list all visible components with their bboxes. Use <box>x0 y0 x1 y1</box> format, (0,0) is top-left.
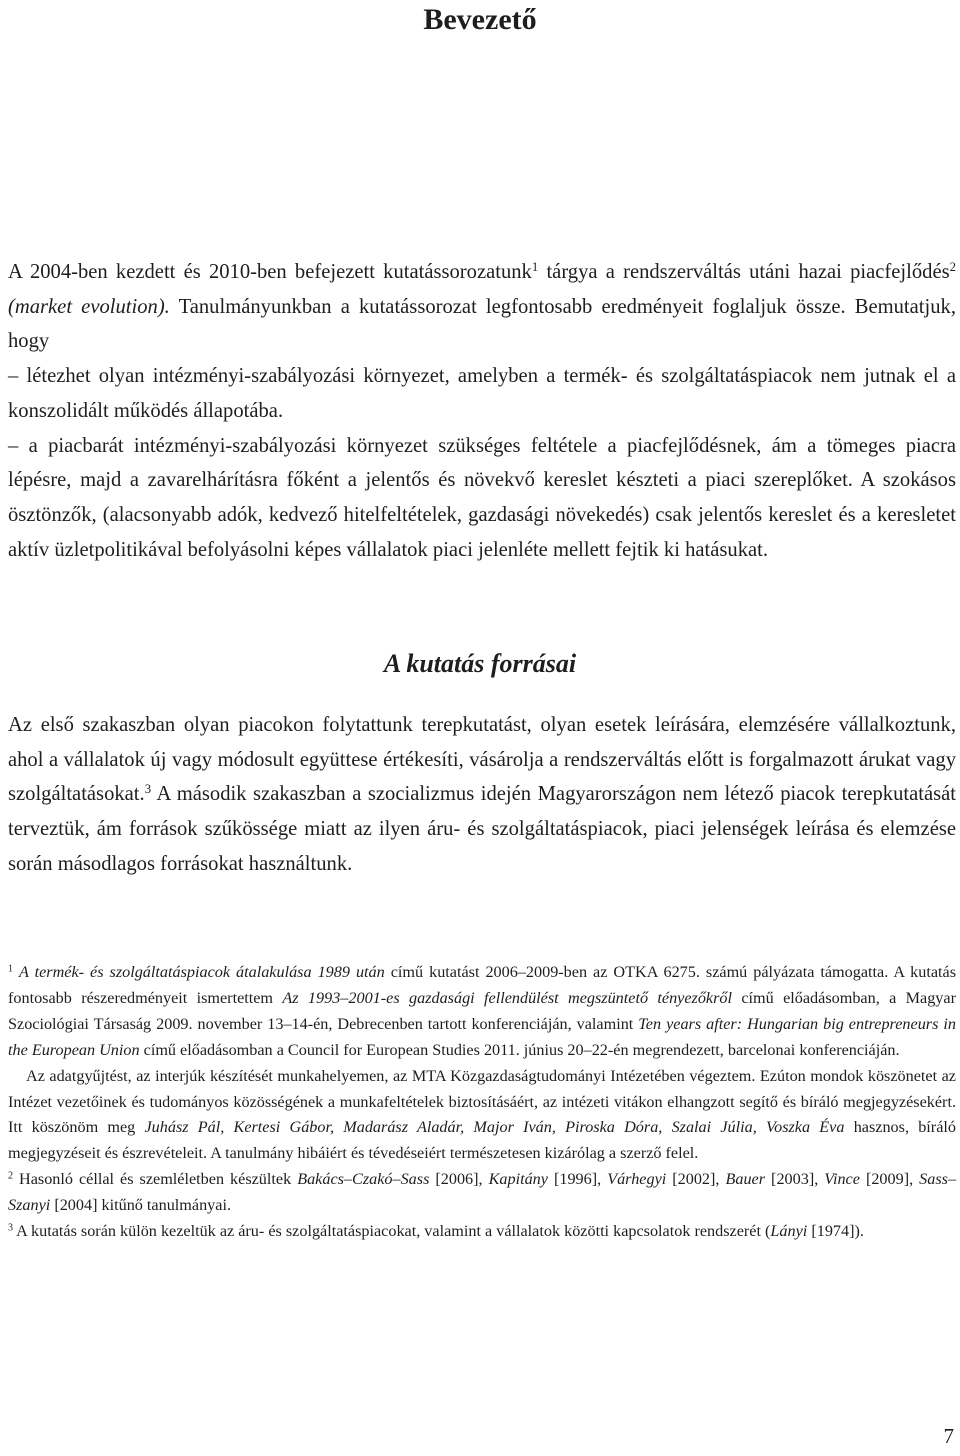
footnote-ref-3: 3 <box>144 782 152 797</box>
sources-paragraph <box>8 708 956 882</box>
acknowledgement-text: hasznos, bíráló megjegyzéseit és észrevételeit. A tanulmány hibáiért és tévedéseiért természetesen kizárólag a szerző felel. <box>8 1118 956 1163</box>
citation-year: [2006], <box>429 1170 489 1189</box>
footnote-2 <box>8 1167 956 1219</box>
intro-bullet-2: – a piacbarát intézményi-szabályozási környezet szükséges feltétele a piacfejlődésnek, ám a tömeges piacra lépésre, majd a zavarelhárításra főként a jelentős és növekvő kereslet készteti a piaci szereplőket. A szokásos ösztönzők, (alacsonyabb adók, kedvező hitelfeltételek, gazdasági növekedés) csak jelentős kereslet és a keresletet aktív üzletpolitikával befolyásolni képes vállalatok piaci jelenléte mellett fejtik ki hatásukat. <box>8 434 956 561</box>
footnote-1-text: című előadásomban a Council for European Studies 2011. június 20–22-én megrendezett, barcelonai konferenciáján. <box>139 1040 900 1059</box>
footnotes <box>8 960 956 1245</box>
citation-author: Bauer <box>725 1170 766 1189</box>
sources-text-1: Az első szakaszban olyan piacokon folytattunk terepkutatást, olyan esetek leírására, elemzésére vállalkoztunk, ahol a vállalatok új vagy módosult együttese értékesíti, vásárolja a rendszerváltás előtt is forgalmazott árukat vagy szolgáltatásokat. <box>8 714 956 806</box>
footnote-3-number: 3 <box>8 1222 14 1234</box>
intro-text-2: tárgya a rendszerváltás utáni hazai piacfejlődés <box>538 261 950 283</box>
footnote-ref-2: 2 <box>949 259 956 274</box>
citation-author: Vince <box>824 1170 860 1189</box>
footnote-1-number: 1 <box>8 963 14 975</box>
intro-term: (market evolution). <box>8 295 170 318</box>
footnote-1-text: című kutatást 2006–2009-ben az OTKA 6275. számú pályázata támogatta. A kutatás fontosabb részeredményeit ismertettem <box>8 963 956 1007</box>
page-number: 7 <box>943 1424 954 1448</box>
footnote-1-acknowledgement <box>8 1064 956 1168</box>
footnote-1 <box>8 960 956 1064</box>
intro-text-1: A 2004-ben kezdett és 2010-ben befejezett kutatássorozatunk <box>8 261 532 283</box>
section-title: A kutatás forrásai <box>383 649 577 678</box>
footnote-1-text: című előadásomban, a Magyar Szociológiai Társaság 2009. november 13–14-én, Debrecenben tartott konferenciáján, valamint <box>8 988 956 1033</box>
footnote-1-talk-title-en: Ten years after: Hungarian big entrepreneurs in the European Union <box>8 1014 956 1059</box>
citation-author: Kapitány <box>488 1170 548 1189</box>
footnote-2-text: [2004] kitűnő tanulmányai. <box>50 1196 231 1215</box>
sources-text-2: A második szakaszban a szocializmus idején Magyarországon nem létező piacok terepkutatását terveztük, ám források szűkössége miatt az ilyen áru- és szolgáltatáspiacok, piaci jelenségek leírása és elemzése során másodlagos forrásokat használtunk. <box>8 783 956 875</box>
footnote-3-text: A kutatás során külön kezeltük az áru- és szolgáltatáspiacokat, valamint a vállalatok közötti kapcsolatok rendszerét ( <box>13 1222 771 1241</box>
intro-text-4: Tanulmányunkban a kutatássorozat legfontosabb eredményeit foglaljuk össze. Bemutatjuk, hogy <box>8 295 956 353</box>
footnote-2-number: 2 <box>8 1170 14 1182</box>
citation-author: Sass–Szanyi <box>8 1170 957 1215</box>
intro-section <box>8 255 956 567</box>
citation-year: [2002], <box>666 1170 726 1189</box>
citation-author: Lányi <box>770 1222 808 1241</box>
intro-paragraph <box>8 255 956 359</box>
page-title: Bevezető <box>423 3 537 36</box>
citation-year: [1996], <box>547 1170 608 1189</box>
footnote-1-title: A termék- és szolgáltatáspiacok átalakulása 1989 után <box>19 963 385 981</box>
footnote-3-text: [1974]). <box>807 1222 864 1241</box>
acknowledgement-text: Az adatgyűjtést, az interjúk készítését munkahelyemen, az MTA Közgazdaságtudományi Intézetében végeztem. Ezúton mondok köszönetet az Intézet vezetőinek és tudományos közösségének a munkafeltételek biztosításáért, az intézeti vitákon elhangzott segítő és bíráló megjegyzésekért. Itt köszönöm meg <box>8 1066 956 1137</box>
citation-author: Várhegyi <box>607 1170 667 1189</box>
footnote-1-talk-title: Az 1993–2001-es gazdasági fellendülést megszüntető tényezőkről <box>282 988 733 1007</box>
citation-year: [2009], <box>859 1170 920 1189</box>
footnote-3 <box>8 1219 956 1245</box>
footnote-ref-1: 1 <box>531 259 539 274</box>
acknowledgement-names: Juhász Pál, Kertesi Gábor, Madarász Aladár, Major Iván, Piroska Dóra, Szalai Júlia, Voszka Éva <box>144 1118 845 1137</box>
citation-year: [2003], <box>765 1170 825 1189</box>
intro-bullet-1: – létezhet olyan intézményi-szabályozási környezet, amelyben a termék- és szolgáltatáspiacok nem jutnak el a konszolidált működés állapotába. <box>8 365 956 422</box>
footnote-2-text: Hasonló céllal és szemléletben készültek <box>13 1170 298 1189</box>
sources-section <box>8 708 956 882</box>
citation-author: Bakács–Czakó–Sass <box>297 1170 430 1189</box>
